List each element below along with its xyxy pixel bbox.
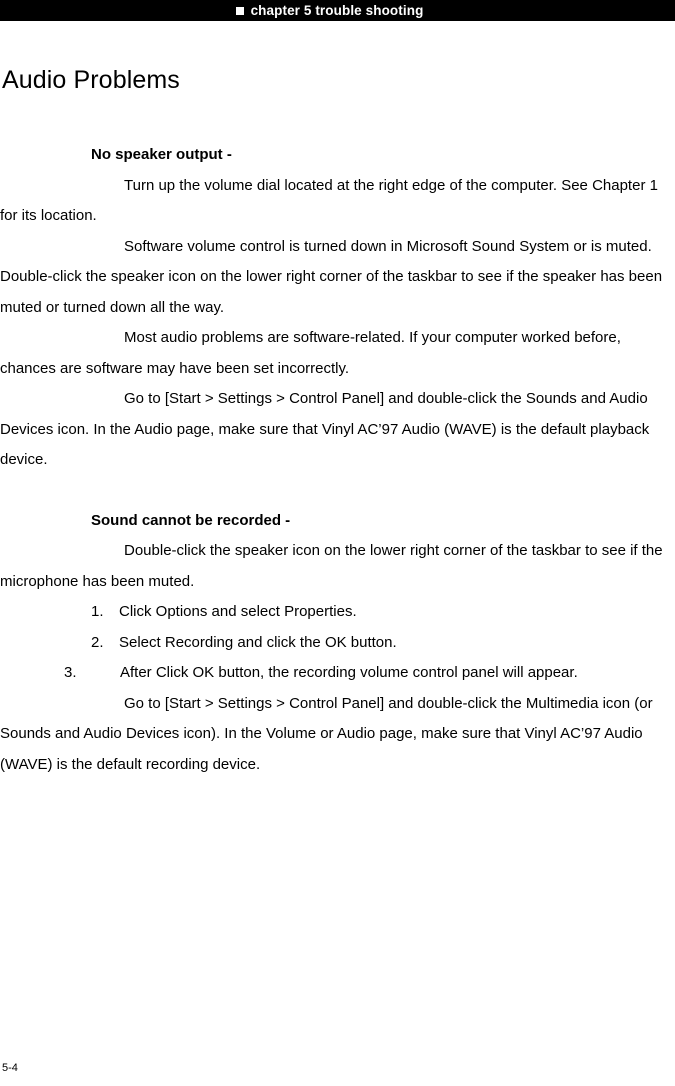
section-spacer [91, 476, 675, 506]
numbered-paragraph [0, 597, 675, 628]
list-item-text: Software volume control is turned down in Microsoft Sound System or is muted. Double-click the speaker icon on the lower right corner of the taskbar to see if the speaker has been muted or turned down all the way. [0, 237, 663, 316]
document-content [0, 140, 675, 780]
bullet-paragraph [0, 689, 675, 781]
numbered-paragraph [0, 628, 675, 659]
list-item-text: Click Options and select Properties. [119, 603, 357, 620]
list-item [0, 689, 675, 781]
list-item [0, 232, 675, 324]
list-item-text: Go to [Start > Settings > Control Panel] and double-click the Multimedia icon (or Sounds and Audio Devices icon). In the Volume or Audio page, make sure that Vinyl AC’97 Audio (WAVE) is the default recording device. [0, 694, 653, 773]
list-item-text: Go to [Start > Settings > Control Panel] and double-click the Sounds and Audio Devices icon. In the Audio page, make sure that Vinyl AC’97 Audio (WAVE) is the default playback device. [0, 390, 650, 468]
list-item-number: 2. [91, 633, 104, 651]
numbered-paragraph [0, 658, 675, 689]
list-item [0, 658, 675, 689]
black-square-bullet-icon [236, 7, 244, 15]
list-item-number: 3. [64, 664, 77, 681]
bullet-paragraph [0, 171, 675, 232]
bullet-paragraph [0, 232, 675, 324]
list-item-text: Double-click the speaker icon on the lower right corner of the taskbar to see if the microphone has been muted. [0, 542, 663, 590]
bullet-paragraph [0, 323, 675, 384]
list-item [0, 536, 675, 597]
list-item [0, 323, 675, 384]
list-item-text: Select Recording and click the OK button. [119, 633, 397, 651]
list-item [0, 628, 675, 659]
list-item [0, 384, 675, 476]
bullet-paragraph [0, 536, 675, 597]
list-item-text: Turn up the volume dial located at the right edge of the computer. See Chapter 1 for its location. [0, 176, 658, 224]
list-item-text: After Click OK button, the recording volume control panel will appear. [120, 664, 578, 681]
bullet-paragraph [0, 384, 675, 476]
page-header [0, 0, 675, 21]
list-item-number: 1. [91, 603, 104, 620]
page-header-title: chapter 5 trouble shooting [250, 2, 424, 18]
page-header-inner [236, 4, 424, 18]
footer-page-number: 5-4 [2, 1062, 18, 1074]
list-item-text: Most audio problems are software-related. If your computer worked before, chances are software may have been set incorrectly. [0, 329, 621, 377]
section-heading-no-speaker-output: No speaker output - [91, 146, 232, 163]
list-item [0, 171, 675, 232]
list-item [0, 597, 675, 628]
page-title: Audio Problems [2, 66, 180, 94]
section-heading-sound-cannot-be-recorded: Sound cannot be recorded - [91, 511, 291, 529]
